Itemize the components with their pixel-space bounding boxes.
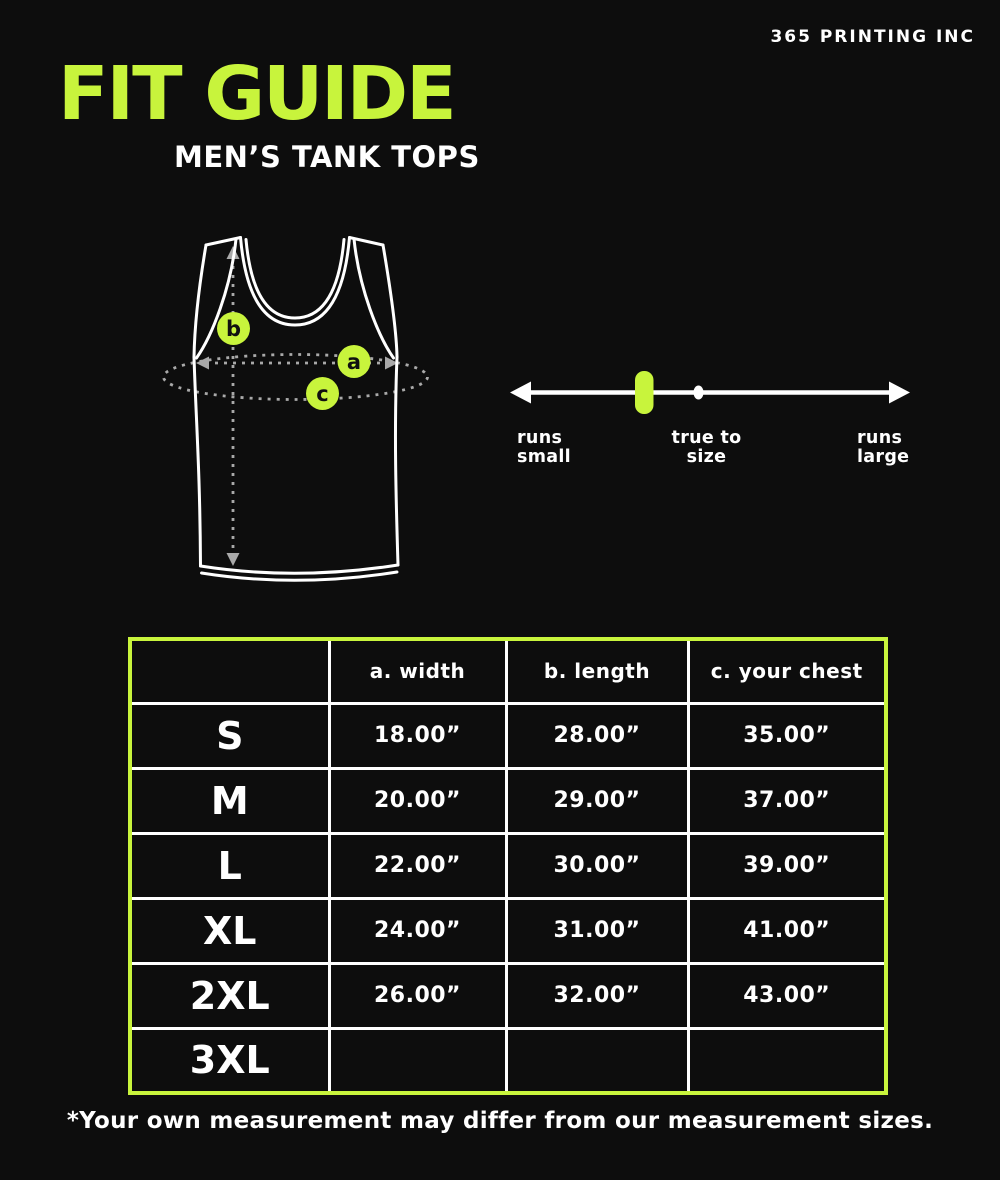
length-value: 31.00” — [506, 898, 688, 963]
size-label: M — [130, 768, 329, 833]
table-row-s — [130, 703, 886, 768]
chest-value: 35.00” — [688, 703, 886, 768]
length-value — [506, 1028, 688, 1093]
table-row-2xl — [130, 963, 886, 1028]
svg-text:c: c — [316, 382, 329, 406]
table-corner-cell — [130, 639, 329, 703]
page-title: FIT GUIDE — [58, 51, 455, 137]
table-row-xl — [130, 898, 886, 963]
tank-top-outline — [194, 238, 398, 581]
size-table — [128, 637, 888, 1095]
fit-scale-marker — [635, 371, 654, 414]
fit-scale — [500, 360, 920, 430]
table-row-m — [130, 768, 886, 833]
col-header-length: b. length — [506, 639, 688, 703]
fit-scale-arrow-right — [889, 382, 910, 404]
chest-value: 39.00” — [688, 833, 886, 898]
footnote-text: *Your own measurement may differ from our measurement sizes. — [66, 1108, 934, 1134]
tank-top-diagram — [140, 225, 470, 595]
page-subtitle: MEN’S TANK TOPS — [174, 140, 480, 174]
svg-text:a: a — [346, 350, 362, 374]
length-value: 30.00” — [506, 833, 688, 898]
marker-c — [306, 377, 339, 410]
chest-value: 37.00” — [688, 768, 886, 833]
chest-value: 43.00” — [688, 963, 886, 1028]
chest-value — [688, 1028, 886, 1093]
table-row-3xl — [130, 1028, 886, 1093]
fit-scale-label-runs-large: runs large — [857, 428, 910, 467]
length-value: 32.00” — [506, 963, 688, 1028]
marker-b — [217, 312, 250, 345]
col-header-chest: c. your chest — [688, 639, 886, 703]
width-value: 18.00” — [329, 703, 506, 768]
length-value: 28.00” — [506, 703, 688, 768]
width-value: 24.00” — [329, 898, 506, 963]
width-value — [329, 1028, 506, 1093]
width-value: 22.00” — [329, 833, 506, 898]
length-value: 29.00” — [506, 768, 688, 833]
brand-text: 365 PRINTING INC — [770, 27, 975, 47]
table-row-l — [130, 833, 886, 898]
table-header-row — [130, 639, 886, 703]
size-label: XL — [130, 898, 329, 963]
chest-value: 41.00” — [688, 898, 886, 963]
size-label: 2XL — [130, 963, 329, 1028]
width-value: 26.00” — [329, 963, 506, 1028]
size-label: 3XL — [130, 1028, 329, 1093]
marker-a — [338, 345, 371, 378]
length-arrow-bottom — [227, 553, 240, 566]
width-value: 20.00” — [329, 768, 506, 833]
fit-scale-label-true-to-size: true to size — [671, 428, 742, 467]
fit-scale-center-dot — [694, 386, 704, 400]
size-label: L — [130, 833, 329, 898]
svg-text:b: b — [225, 317, 242, 341]
col-header-width: a. width — [329, 639, 506, 703]
size-label: S — [130, 703, 329, 768]
fit-scale-arrow-left — [510, 382, 531, 404]
fit-scale-label-runs-small: runs small — [517, 428, 571, 467]
